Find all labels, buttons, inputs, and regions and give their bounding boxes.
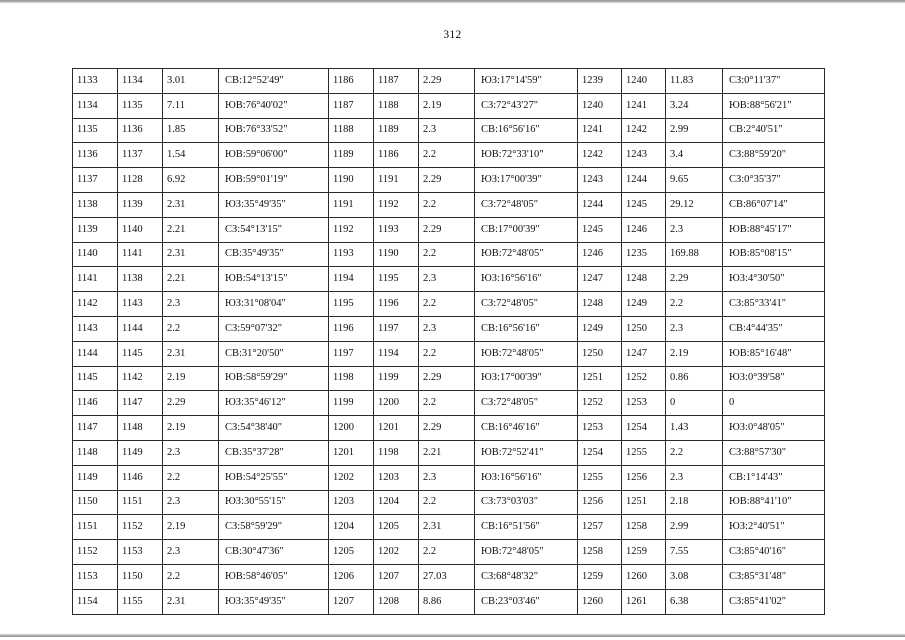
cell-distance: 2.99	[666, 515, 723, 540]
cell-point-from: 1249	[578, 316, 622, 341]
cell-point-from: 1239	[578, 69, 622, 94]
cell-point-from: 1188	[329, 118, 374, 143]
cell-point-from: 1192	[329, 217, 374, 242]
cell-distance: 2.2	[419, 292, 475, 317]
cell-distance: 2.3	[666, 217, 723, 242]
cell-bearing: СЗ:0°35'37"	[723, 168, 825, 193]
cell-bearing: СВ:16°56'16"	[475, 316, 578, 341]
cell-bearing: СЗ:0°11'37"	[723, 69, 825, 94]
cell-bearing: 0	[723, 391, 825, 416]
cell-point-to: 1258	[622, 515, 666, 540]
cell-bearing: СЗ:72°43'27"	[475, 93, 578, 118]
cell-point-to: 1139	[118, 192, 163, 217]
cell-point-to: 1253	[622, 391, 666, 416]
cell-distance: 3.01	[163, 69, 219, 94]
cell-point-to: 1256	[622, 465, 666, 490]
cell-distance: 2.3	[163, 292, 219, 317]
cell-point-to: 1144	[118, 316, 163, 341]
table-row	[73, 540, 825, 565]
cell-point-from: 1137	[73, 168, 118, 193]
table-row	[73, 416, 825, 441]
cell-point-to: 1190	[374, 242, 419, 267]
cell-bearing: ЮЗ:30°55'15"	[219, 490, 329, 515]
cell-point-from: 1257	[578, 515, 622, 540]
cell-distance: 2.19	[163, 416, 219, 441]
cell-distance: 2.29	[419, 168, 475, 193]
cell-point-from: 1204	[329, 515, 374, 540]
cell-point-to: 1244	[622, 168, 666, 193]
cell-point-from: 1147	[73, 416, 118, 441]
cell-point-to: 1187	[374, 69, 419, 94]
cell-point-to: 1146	[118, 465, 163, 490]
cell-bearing: ЮВ:88°45'17"	[723, 217, 825, 242]
cell-distance: 2.29	[163, 391, 219, 416]
cell-bearing: СЗ:59°07'32"	[219, 316, 329, 341]
cell-bearing: ЮВ:76°40'02"	[219, 93, 329, 118]
cell-point-from: 1154	[73, 589, 118, 614]
cell-point-to: 1193	[374, 217, 419, 242]
cell-distance: 1.85	[163, 118, 219, 143]
cell-distance: 2.3	[419, 465, 475, 490]
table-row	[73, 391, 825, 416]
cell-distance: 2.2	[163, 316, 219, 341]
cell-bearing: ЮВ:58°59'29"	[219, 366, 329, 391]
cell-point-from: 1151	[73, 515, 118, 540]
cell-point-from: 1258	[578, 540, 622, 565]
cell-distance: 2.3	[419, 118, 475, 143]
cell-point-from: 1200	[329, 416, 374, 441]
cell-point-to: 1241	[622, 93, 666, 118]
cell-point-from: 1134	[73, 93, 118, 118]
cell-bearing: ЮЗ:16°56'16"	[475, 267, 578, 292]
cell-bearing: СВ:35°37'28"	[219, 440, 329, 465]
cell-point-from: 1256	[578, 490, 622, 515]
cell-bearing: ЮВ:58°46'05"	[219, 564, 329, 589]
cell-point-from: 1253	[578, 416, 622, 441]
cell-point-from: 1206	[329, 564, 374, 589]
table-row	[73, 465, 825, 490]
cell-point-from: 1197	[329, 341, 374, 366]
cell-point-to: 1145	[118, 341, 163, 366]
cell-bearing: СВ:16°56'16"	[475, 118, 578, 143]
cell-point-from: 1245	[578, 217, 622, 242]
cell-bearing: ЮВ:88°41'10"	[723, 490, 825, 515]
cell-point-to: 1149	[118, 440, 163, 465]
cell-distance: 2.2	[419, 341, 475, 366]
cell-distance: 3.08	[666, 564, 723, 589]
cell-distance: 2.29	[419, 416, 475, 441]
cell-distance: 2.3	[666, 316, 723, 341]
cell-point-from: 1198	[329, 366, 374, 391]
cell-point-to: 1203	[374, 465, 419, 490]
cell-bearing: ЮЗ:2°40'51"	[723, 515, 825, 540]
table-row	[73, 292, 825, 317]
cell-point-to: 1148	[118, 416, 163, 441]
cell-bearing: СЗ:72°48'05"	[475, 292, 578, 317]
table-row	[73, 192, 825, 217]
cell-distance: 2.21	[163, 267, 219, 292]
cell-distance: 0.86	[666, 366, 723, 391]
cell-bearing: ЮВ:85°16'48"	[723, 341, 825, 366]
cell-point-to: 1128	[118, 168, 163, 193]
cell-point-from: 1251	[578, 366, 622, 391]
cell-point-to: 1207	[374, 564, 419, 589]
cell-distance: 6.38	[666, 589, 723, 614]
cell-distance: 2.2	[419, 490, 475, 515]
cell-bearing: СВ:23°03'46"	[475, 589, 578, 614]
cell-distance: 2.29	[419, 217, 475, 242]
cell-bearing: ЮЗ:35°49'35"	[219, 589, 329, 614]
cell-point-from: 1193	[329, 242, 374, 267]
cell-point-from: 1243	[578, 168, 622, 193]
cell-point-from: 1246	[578, 242, 622, 267]
cell-point-from: 1148	[73, 440, 118, 465]
cell-point-from: 1190	[329, 168, 374, 193]
cell-point-to: 1240	[622, 69, 666, 94]
table-row	[73, 440, 825, 465]
cell-distance: 8.86	[419, 589, 475, 614]
cell-point-from: 1207	[329, 589, 374, 614]
cell-point-from: 1241	[578, 118, 622, 143]
table-row	[73, 168, 825, 193]
cell-point-to: 1243	[622, 143, 666, 168]
cell-distance: 3.24	[666, 93, 723, 118]
cell-bearing: ЮВ:59°06'00"	[219, 143, 329, 168]
cell-bearing: СЗ:68°48'32"	[475, 564, 578, 589]
scan-edge-bottom	[0, 634, 905, 637]
cell-point-to: 1250	[622, 316, 666, 341]
cell-point-to: 1205	[374, 515, 419, 540]
table-row	[73, 242, 825, 267]
cell-point-from: 1259	[578, 564, 622, 589]
cell-distance: 2.3	[419, 267, 475, 292]
cell-point-from: 1133	[73, 69, 118, 94]
cell-point-to: 1152	[118, 515, 163, 540]
cell-bearing: ЮВ:59°01'19"	[219, 168, 329, 193]
cell-point-to: 1235	[622, 242, 666, 267]
cell-point-to: 1200	[374, 391, 419, 416]
cell-bearing: СЗ:85°40'16"	[723, 540, 825, 565]
cell-distance: 2.2	[163, 564, 219, 589]
cell-distance: 27.03	[419, 564, 475, 589]
cell-point-from: 1152	[73, 540, 118, 565]
cell-point-to: 1246	[622, 217, 666, 242]
cell-bearing: ЮЗ:35°46'12"	[219, 391, 329, 416]
cell-bearing: СЗ:85°41'02"	[723, 589, 825, 614]
cell-distance: 2.18	[666, 490, 723, 515]
table-row	[73, 564, 825, 589]
cell-bearing: СВ:30°47'36"	[219, 540, 329, 565]
cell-point-from: 1196	[329, 316, 374, 341]
cell-point-from: 1142	[73, 292, 118, 317]
cell-bearing: СВ:2°40'51"	[723, 118, 825, 143]
cell-bearing: ЮВ:72°48'05"	[475, 540, 578, 565]
cell-point-from: 1189	[329, 143, 374, 168]
cell-point-to: 1248	[622, 267, 666, 292]
cell-bearing: ЮЗ:0°39'58"	[723, 366, 825, 391]
cell-distance: 2.19	[163, 366, 219, 391]
cell-point-from: 1255	[578, 465, 622, 490]
cell-bearing: СВ:86°07'14"	[723, 192, 825, 217]
cell-point-to: 1242	[622, 118, 666, 143]
cell-point-to: 1204	[374, 490, 419, 515]
table-row	[73, 118, 825, 143]
cell-point-to: 1245	[622, 192, 666, 217]
cell-point-to: 1259	[622, 540, 666, 565]
cell-point-to: 1137	[118, 143, 163, 168]
cell-bearing: СВ:4°44'35"	[723, 316, 825, 341]
cell-point-from: 1247	[578, 267, 622, 292]
cell-bearing: СЗ:72°48'05"	[475, 192, 578, 217]
cell-bearing: ЮЗ:17°00'39"	[475, 366, 578, 391]
cell-point-from: 1140	[73, 242, 118, 267]
cell-point-to: 1254	[622, 416, 666, 441]
cell-distance: 2.99	[666, 118, 723, 143]
cell-point-to: 1143	[118, 292, 163, 317]
cell-point-from: 1191	[329, 192, 374, 217]
table-row	[73, 69, 825, 94]
cell-bearing: СЗ:54°13'15"	[219, 217, 329, 242]
cell-bearing: ЮЗ:16°56'16"	[475, 465, 578, 490]
cell-bearing: ЮЗ:31°08'04"	[219, 292, 329, 317]
cell-point-from: 1202	[329, 465, 374, 490]
survey-table-body	[73, 69, 825, 615]
table-row	[73, 143, 825, 168]
cell-distance: 7.11	[163, 93, 219, 118]
table-row	[73, 217, 825, 242]
cell-bearing: СЗ:58°59'29"	[219, 515, 329, 540]
cell-distance: 0	[666, 391, 723, 416]
cell-point-to: 1155	[118, 589, 163, 614]
cell-distance: 2.3	[419, 316, 475, 341]
cell-point-to: 1147	[118, 391, 163, 416]
cell-point-to: 1141	[118, 242, 163, 267]
cell-distance: 2.29	[419, 366, 475, 391]
cell-point-from: 1186	[329, 69, 374, 94]
cell-bearing: СЗ:85°33'41"	[723, 292, 825, 317]
cell-distance: 169.88	[666, 242, 723, 267]
cell-distance: 29.12	[666, 192, 723, 217]
cell-distance: 2.29	[666, 267, 723, 292]
cell-distance: 7.55	[666, 540, 723, 565]
cell-point-from: 1145	[73, 366, 118, 391]
cell-bearing: ЮВ:72°48'05"	[475, 242, 578, 267]
cell-point-to: 1208	[374, 589, 419, 614]
cell-distance: 2.2	[419, 540, 475, 565]
cell-point-from: 1199	[329, 391, 374, 416]
cell-distance: 2.21	[163, 217, 219, 242]
cell-point-to: 1188	[374, 93, 419, 118]
cell-point-to: 1249	[622, 292, 666, 317]
cell-distance: 2.29	[419, 69, 475, 94]
cell-distance: 6.92	[163, 168, 219, 193]
table-row	[73, 515, 825, 540]
table-row	[73, 267, 825, 292]
cell-point-from: 1149	[73, 465, 118, 490]
cell-point-to: 1195	[374, 267, 419, 292]
cell-point-to: 1134	[118, 69, 163, 94]
cell-point-from: 1143	[73, 316, 118, 341]
cell-distance: 2.3	[666, 465, 723, 490]
cell-point-from: 1203	[329, 490, 374, 515]
cell-bearing: ЮВ:72°48'05"	[475, 341, 578, 366]
cell-point-from: 1240	[578, 93, 622, 118]
cell-bearing: СВ:16°51'56"	[475, 515, 578, 540]
cell-point-from: 1153	[73, 564, 118, 589]
cell-point-to: 1189	[374, 118, 419, 143]
table-row	[73, 341, 825, 366]
cell-point-to: 1201	[374, 416, 419, 441]
cell-bearing: СВ:17°00'39"	[475, 217, 578, 242]
cell-bearing: ЮВ:72°33'10"	[475, 143, 578, 168]
cell-distance: 2.31	[163, 242, 219, 267]
cell-distance: 2.3	[163, 540, 219, 565]
cell-bearing: ЮВ:76°33'52"	[219, 118, 329, 143]
cell-point-to: 1251	[622, 490, 666, 515]
cell-distance: 9.65	[666, 168, 723, 193]
cell-distance: 2.2	[419, 143, 475, 168]
cell-point-from: 1252	[578, 391, 622, 416]
cell-point-from: 1248	[578, 292, 622, 317]
cell-bearing: СВ:31°20'50"	[219, 341, 329, 366]
cell-distance: 1.43	[666, 416, 723, 441]
cell-bearing: СВ:35°49'35"	[219, 242, 329, 267]
cell-bearing: СЗ:72°48'05"	[475, 391, 578, 416]
cell-point-from: 1139	[73, 217, 118, 242]
cell-distance: 2.2	[666, 292, 723, 317]
cell-point-to: 1198	[374, 440, 419, 465]
cell-distance: 2.2	[419, 192, 475, 217]
cell-point-to: 1135	[118, 93, 163, 118]
cell-distance: 2.2	[666, 440, 723, 465]
cell-point-from: 1254	[578, 440, 622, 465]
table-row	[73, 316, 825, 341]
cell-bearing: ЮВ:72°52'41"	[475, 440, 578, 465]
cell-bearing: СВ:12°52'49"	[219, 69, 329, 94]
cell-point-from: 1244	[578, 192, 622, 217]
cell-distance: 3.4	[666, 143, 723, 168]
cell-point-from: 1146	[73, 391, 118, 416]
cell-point-to: 1142	[118, 366, 163, 391]
cell-point-to: 1192	[374, 192, 419, 217]
cell-point-to: 1136	[118, 118, 163, 143]
cell-point-to: 1255	[622, 440, 666, 465]
cell-distance: 2.3	[163, 440, 219, 465]
cell-point-from: 1201	[329, 440, 374, 465]
cell-distance: 2.31	[163, 192, 219, 217]
cell-distance: 2.31	[419, 515, 475, 540]
cell-point-to: 1153	[118, 540, 163, 565]
cell-bearing: ЮЗ:0°48'05"	[723, 416, 825, 441]
cell-bearing: ЮВ:54°13'15"	[219, 267, 329, 292]
cell-bearing: ЮВ:54°25'55"	[219, 465, 329, 490]
scan-edge-top	[0, 0, 905, 3]
table-row	[73, 366, 825, 391]
cell-bearing: СЗ:88°59'20"	[723, 143, 825, 168]
cell-point-to: 1252	[622, 366, 666, 391]
cell-bearing: СВ:16°46'16"	[475, 416, 578, 441]
cell-bearing: ЮЗ:17°00'39"	[475, 168, 578, 193]
cell-point-to: 1202	[374, 540, 419, 565]
cell-point-from: 1150	[73, 490, 118, 515]
cell-bearing: СЗ:88°57'30"	[723, 440, 825, 465]
cell-point-to: 1199	[374, 366, 419, 391]
cell-distance: 2.19	[419, 93, 475, 118]
cell-point-to: 1151	[118, 490, 163, 515]
cell-point-to: 1247	[622, 341, 666, 366]
cell-bearing: ЮВ:88°56'21"	[723, 93, 825, 118]
cell-bearing: СЗ:85°31'48"	[723, 564, 825, 589]
table-row	[73, 93, 825, 118]
cell-point-from: 1187	[329, 93, 374, 118]
cell-point-from: 1205	[329, 540, 374, 565]
cell-point-from: 1194	[329, 267, 374, 292]
cell-bearing: ЮВ:85°08'15"	[723, 242, 825, 267]
cell-point-from: 1141	[73, 267, 118, 292]
cell-distance: 2.2	[163, 465, 219, 490]
table-row	[73, 490, 825, 515]
cell-point-to: 1191	[374, 168, 419, 193]
cell-distance: 2.19	[163, 515, 219, 540]
cell-point-to: 1194	[374, 341, 419, 366]
cell-point-to: 1196	[374, 292, 419, 317]
cell-point-from: 1138	[73, 192, 118, 217]
cell-distance: 2.19	[666, 341, 723, 366]
cell-bearing: ЮЗ:17°14'59"	[475, 69, 578, 94]
cell-point-to: 1261	[622, 589, 666, 614]
cell-point-from: 1242	[578, 143, 622, 168]
cell-bearing: СЗ:54°38'40"	[219, 416, 329, 441]
cell-distance: 1.54	[163, 143, 219, 168]
cell-bearing: ЮЗ:35°49'35"	[219, 192, 329, 217]
cell-point-to: 1140	[118, 217, 163, 242]
cell-distance: 2.31	[163, 341, 219, 366]
cell-point-to: 1138	[118, 267, 163, 292]
cell-bearing: СВ:1°14'43"	[723, 465, 825, 490]
cell-point-from: 1260	[578, 589, 622, 614]
cell-bearing: ЮЗ:4°30'50"	[723, 267, 825, 292]
survey-table	[72, 68, 825, 615]
table-row	[73, 589, 825, 614]
cell-bearing: СЗ:73°03'03"	[475, 490, 578, 515]
cell-distance: 2.31	[163, 589, 219, 614]
cell-distance: 2.21	[419, 440, 475, 465]
cell-point-from: 1136	[73, 143, 118, 168]
cell-distance: 2.3	[163, 490, 219, 515]
cell-point-from: 1144	[73, 341, 118, 366]
cell-point-to: 1197	[374, 316, 419, 341]
cell-point-to: 1150	[118, 564, 163, 589]
cell-point-to: 1260	[622, 564, 666, 589]
cell-point-from: 1250	[578, 341, 622, 366]
cell-point-to: 1186	[374, 143, 419, 168]
page-number: 312	[443, 29, 462, 41]
cell-point-from: 1135	[73, 118, 118, 143]
cell-distance: 2.2	[419, 391, 475, 416]
cell-distance: 11.83	[666, 69, 723, 94]
cell-point-from: 1195	[329, 292, 374, 317]
cell-distance: 2.2	[419, 242, 475, 267]
